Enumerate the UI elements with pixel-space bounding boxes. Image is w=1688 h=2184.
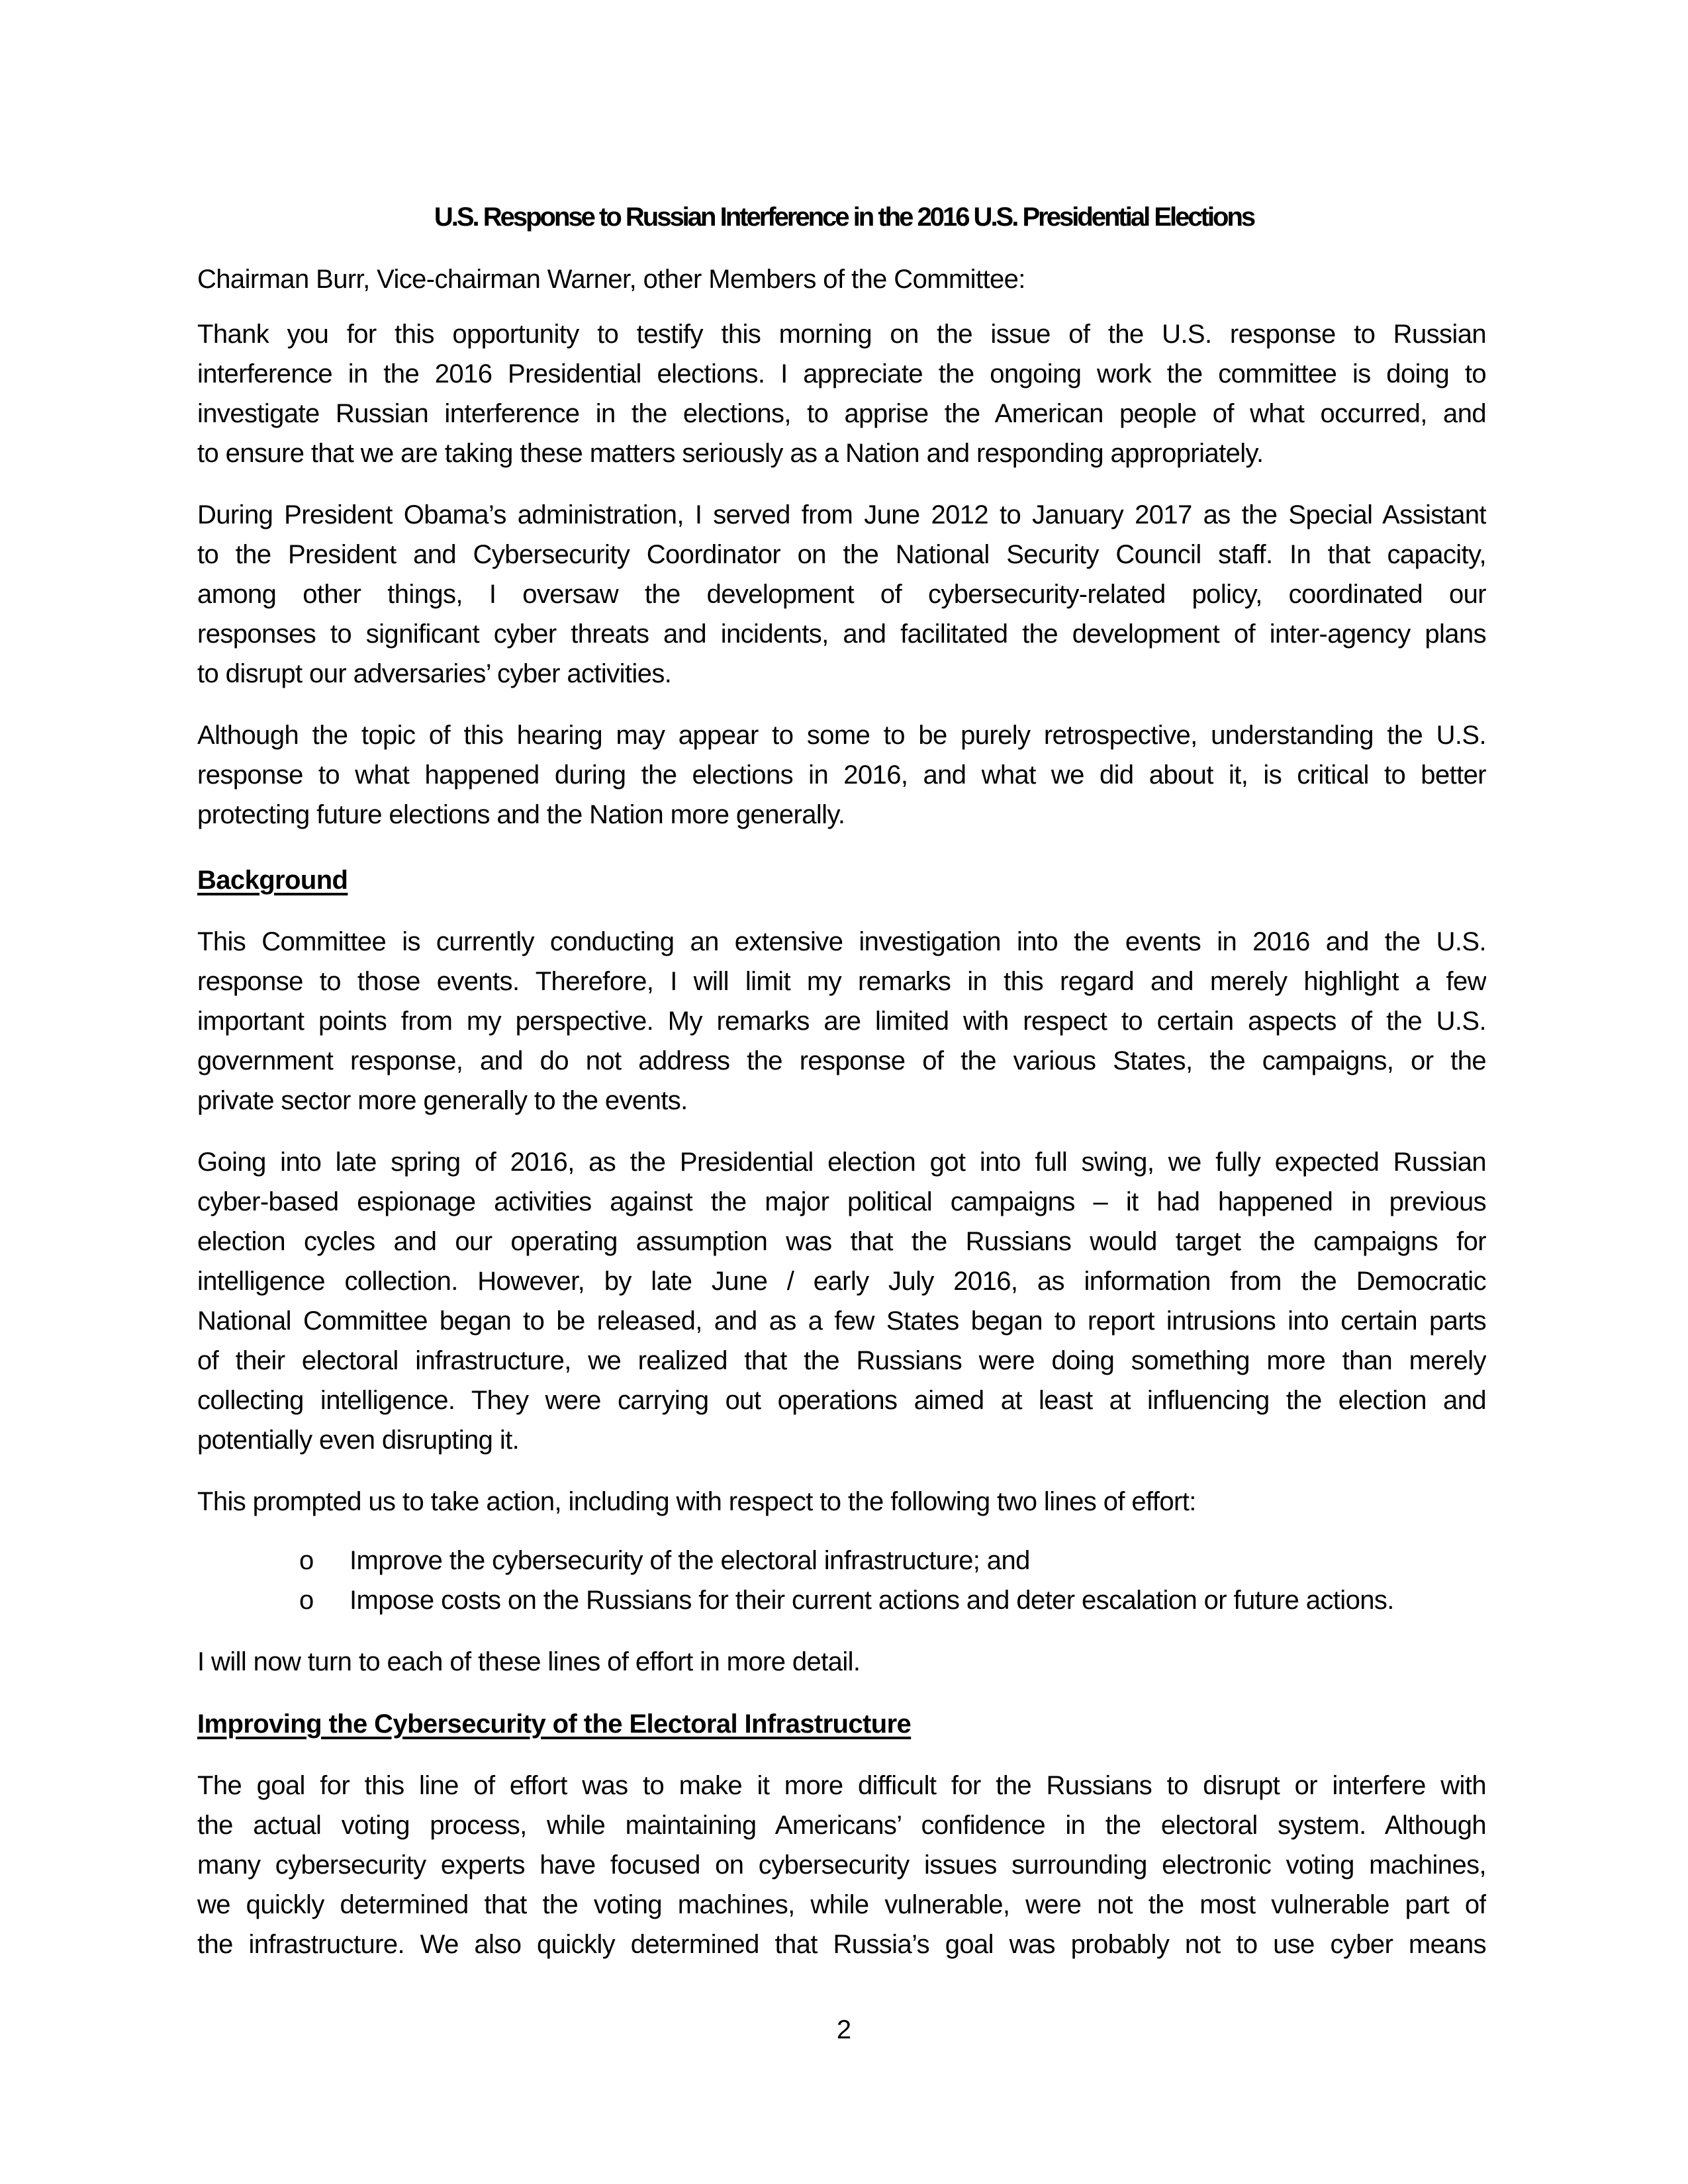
paragraph-transition: I will now turn to each of these lines of effort in more detail. — [197, 1647, 861, 1676]
paragraph-line: the infrastructure. We also quickly determined that Russia’s goal was probably not to use cyber means — [197, 1930, 1486, 1959]
paragraph-line: Although the topic of this hearing may appear to some to be purely retrospective, understanding the U.S. — [197, 721, 1486, 750]
paragraph-action-intro: This prompted us to take action, including with respect to the following two lines of effort: — [197, 1487, 1196, 1516]
paragraph-line: election cycles and our operating assumption was that the Russians would target the campaigns for — [197, 1227, 1486, 1256]
bullet-text: Impose costs on the Russians for their current actions and deter escalation or future actions. — [350, 1586, 1394, 1615]
paragraph-line: collecting intelligence. They were carrying out operations aimed at least at influencing the election and — [197, 1386, 1486, 1415]
paragraph-line: protecting future elections and the Nation more generally. — [197, 800, 845, 829]
hollow-bullet-icon: o — [299, 1546, 314, 1575]
paragraph-line: The goal for this line of effort was to make it more difficult for the Russians to disrupt or interfere with — [197, 1771, 1486, 1800]
paragraph-line: of their electoral infrastructure, we realized that the Russians were doing something more than merely — [197, 1346, 1486, 1375]
paragraph-line: many cybersecurity experts have focused on cybersecurity issues surrounding electronic voting machines, — [197, 1850, 1486, 1880]
paragraph-line: intelligence collection. However, by late June / early July 2016, as information from the Democratic — [197, 1267, 1486, 1296]
paragraph-line: response to those events. Therefore, I will limit my remarks in this regard and merely highlight a few — [197, 967, 1486, 996]
heading-background: Background — [197, 866, 348, 895]
heading-improving-cybersecurity: Improving the Cybersecurity of the Electoral Infrastructure — [197, 1709, 912, 1739]
document-title: U.S. Response to Russian Interference in the 2016 U.S. Presidential Elections — [434, 203, 1254, 232]
paragraph-line: During President Obama’s administration, I served from June 2012 to January 2017 as the Special Assistant — [197, 500, 1486, 529]
bullet-text: Improve the cybersecurity of the electoral infrastructure; and — [350, 1546, 1030, 1575]
paragraph-line: among other things, I oversaw the development of cybersecurity-related policy, coordinated our — [197, 580, 1486, 609]
paragraph-line: interference in the 2016 Presidential elections. I appreciate the ongoing work the committee is doing to — [197, 359, 1486, 388]
paragraph-line: government response, and do not address the response of the various States, the campaigns, or the — [197, 1046, 1486, 1075]
hollow-bullet-icon: o — [299, 1586, 314, 1615]
paragraph-line: the actual voting process, while maintaining Americans’ confidence in the electoral system. Although — [197, 1811, 1486, 1840]
page-number: 2 — [836, 2015, 852, 2044]
paragraph-line: private sector more generally to the events. — [197, 1086, 688, 1115]
paragraph-line: to ensure that we are taking these matters seriously as a Nation and responding appropriately. — [197, 439, 1264, 468]
paragraph-line: National Committee began to be released, and as a few States began to report intrusions into certain parts — [197, 1306, 1486, 1336]
paragraph-line: This Committee is currently conducting an extensive investigation into the events in 2016 and the U.S. — [197, 927, 1486, 956]
paragraph-line: cyber-based espionage activities against the major political campaigns – it had happened in previous — [197, 1187, 1486, 1216]
paragraph-line: Thank you for this opportunity to testify this morning on the issue of the U.S. response to Russian — [197, 320, 1486, 349]
salutation: Chairman Burr, Vice-chairman Warner, other Members of the Committee: — [197, 265, 1025, 294]
paragraph-line: important points from my perspective. My remarks are limited with respect to certain aspects of the U.S. — [197, 1007, 1486, 1036]
paragraph-line: potentially even disrupting it. — [197, 1426, 520, 1455]
paragraph-line: Going into late spring of 2016, as the Presidential election got into full swing, we fully expected Russian — [197, 1148, 1486, 1177]
paragraph-line: to disrupt our adversaries’ cyber activities. — [197, 659, 672, 688]
paragraph-line: investigate Russian interference in the elections, to apprise the American people of what occurred, and — [197, 399, 1486, 428]
paragraph-line: responses to significant cyber threats and incidents, and facilitated the development of inter-agency plans — [197, 619, 1486, 649]
paragraph-line: to the President and Cybersecurity Coordinator on the National Security Council staff. In that capacity, — [197, 540, 1486, 569]
paragraph-line: we quickly determined that the voting machines, while vulnerable, were not the most vulnerable part of — [197, 1890, 1486, 1919]
paragraph-line: response to what happened during the elections in 2016, and what we did about it, is critical to better — [197, 760, 1486, 790]
